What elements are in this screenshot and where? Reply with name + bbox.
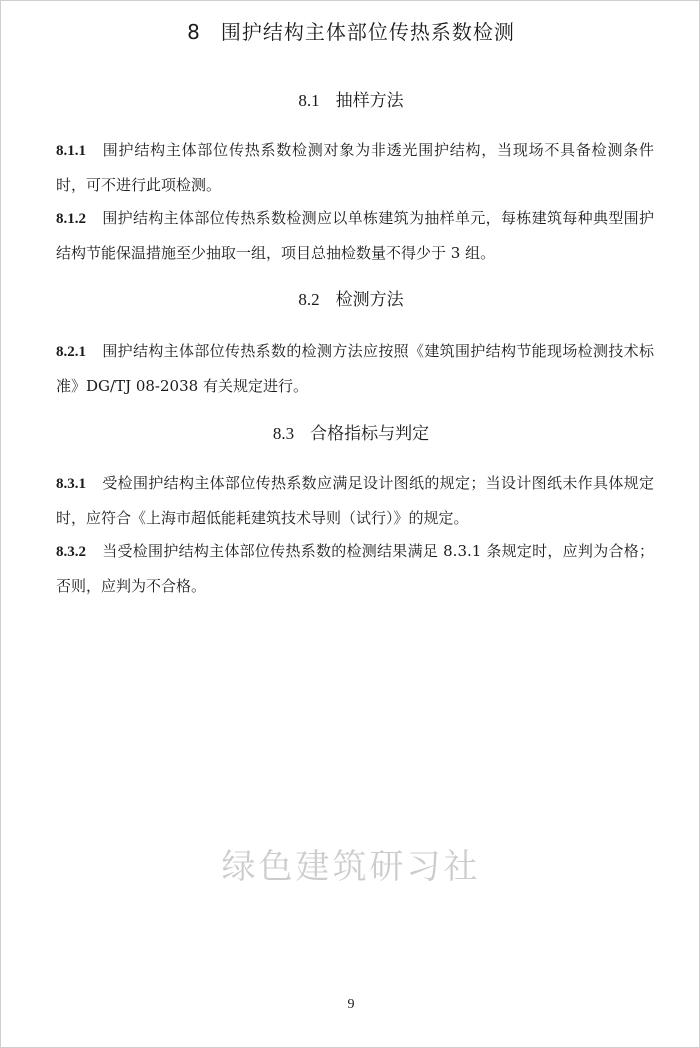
clause-number: 8.3.1 bbox=[56, 476, 86, 492]
section-title-text: 合格指标与判定 bbox=[310, 424, 430, 444]
section-number: 8.2 bbox=[298, 290, 320, 309]
section-number: 8.1 bbox=[298, 91, 320, 110]
section-title bbox=[1, 419, 700, 449]
chapter-title bbox=[1, 15, 700, 49]
clause bbox=[56, 201, 654, 270]
clause-number: 8.2.1 bbox=[56, 344, 86, 360]
section-title bbox=[1, 285, 700, 315]
clause-number: 8.1.2 bbox=[56, 211, 86, 227]
page-number: 9 bbox=[347, 997, 355, 1012]
clause-text: 围护结构主体部位传热系数检测对象为非透光围护结构，当现场不具备检测条件时，可不进行此项检测。 bbox=[56, 141, 654, 194]
clause-text: 围护结构主体部位传热系数的检测方法应按照《建筑围护结构节能现场检测技术标准》DG/TJ 08-2038 有关规定进行。 bbox=[56, 342, 654, 395]
section-title-text: 检测方法 bbox=[335, 290, 404, 310]
section-title-text: 抽样方法 bbox=[335, 91, 404, 111]
chapter-title-text: 围护结构主体部位传热系数检测 bbox=[220, 20, 515, 44]
clause-number: 8.3.2 bbox=[56, 544, 86, 560]
clause bbox=[56, 534, 654, 603]
clause-text: 受检围护结构主体部位传热系数应满足设计图纸的规定；当设计图纸未作具体规定时，应符合《上海市超低能耗建筑技术导则（试行）》的规定。 bbox=[56, 474, 654, 527]
section-title bbox=[1, 86, 700, 116]
clause-text: 围护结构主体部位传热系数检测应以单栋建筑为抽样单元，每栋建筑每种典型围护结构节能保温措施至少抽取一组，项目总抽检数量不得少于 3 组。 bbox=[56, 209, 654, 262]
watermark: 绿色建筑研习社 bbox=[221, 847, 481, 887]
section-number: 8.3 bbox=[272, 424, 295, 443]
clause bbox=[56, 466, 654, 535]
clause bbox=[56, 334, 654, 403]
clause-text: 当受检围护结构主体部位传热系数的检测结果满足 8.3.1 条规定时，应判为合格；否则，应判为不合格。 bbox=[56, 542, 654, 595]
clause-number: 8.1.1 bbox=[56, 143, 86, 159]
clause bbox=[56, 133, 654, 202]
chapter-number: 8 bbox=[187, 20, 201, 44]
